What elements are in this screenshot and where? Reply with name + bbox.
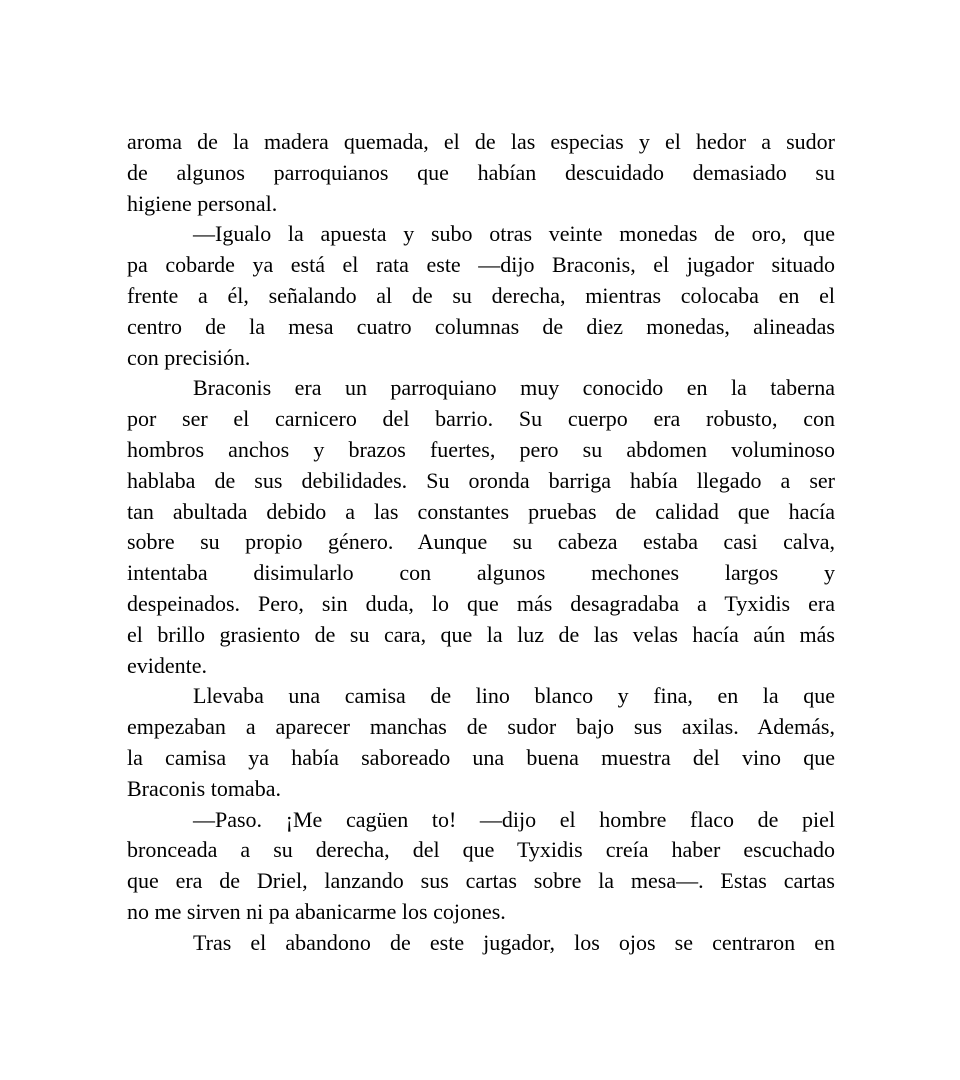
paragraph bbox=[127, 928, 835, 959]
text-line: hablaba de sus debilidades. Su oronda barriga había llegado a ser bbox=[127, 467, 835, 493]
text-line: por ser el carnicero del barrio. Su cuerpo era robusto, con bbox=[127, 406, 835, 432]
text-line: con precisión. bbox=[127, 344, 251, 370]
text-line: el brillo grasiento de su cara, que la luz de las velas hacía aún más bbox=[127, 621, 835, 647]
text-line: higiene personal. bbox=[127, 190, 278, 216]
text-line: intentaba disimularlo con algunos mechones largos y bbox=[127, 560, 835, 586]
text-line: Braconis tomaba. bbox=[127, 775, 281, 801]
text-line: Llevaba una camisa de lino blanco y fina, en la que bbox=[193, 683, 835, 709]
paragraph bbox=[127, 681, 835, 804]
text-line: centro de la mesa cuatro columnas de diez monedas, alineadas bbox=[127, 313, 835, 339]
text-line: de algunos parroquianos que habían descuidado demasiado su bbox=[127, 159, 835, 185]
text-line: sobre su propio género. Aunque su cabeza estaba casi calva, bbox=[127, 529, 835, 555]
text-line: Tras el abandono de este jugador, los ojos se centraron en bbox=[193, 929, 835, 955]
page-text bbox=[127, 127, 835, 959]
text-line: empezaban a aparecer manchas de sudor bajo sus axilas. Además, bbox=[127, 714, 835, 740]
paragraph bbox=[127, 219, 835, 373]
paragraph bbox=[127, 373, 835, 681]
text-line: —Igualo la apuesta y subo otras veinte monedas de oro, que bbox=[193, 221, 835, 247]
text-line: hombros anchos y brazos fuertes, pero su abdomen voluminoso bbox=[127, 436, 835, 462]
text-line: evidente. bbox=[127, 652, 208, 678]
text-line: no me sirven ni pa abanicarme los cojones. bbox=[127, 898, 506, 924]
paragraph bbox=[127, 805, 835, 928]
text-line: —Paso. ¡Me cagüen to! —dijo el hombre flaco de piel bbox=[193, 806, 835, 832]
text-line: bronceada a su derecha, del que Tyxidis creía haber escuchado bbox=[127, 837, 835, 863]
text-line: pa cobarde ya está el rata este —dijo Braconis, el jugador situado bbox=[127, 252, 835, 278]
text-line: Braconis era un parroquiano muy conocido en la taberna bbox=[193, 375, 835, 401]
text-line: aroma de la madera quemada, el de las especias y el hedor a sudor bbox=[127, 129, 835, 154]
text-line: que era de Driel, lanzando sus cartas sobre la mesa—. Estas cartas bbox=[127, 868, 835, 894]
text-line: la camisa ya había saboreado una buena muestra del vino que bbox=[127, 744, 835, 770]
text-line: frente a él, señalando al de su derecha, mientras colocaba en el bbox=[127, 282, 835, 308]
text-line: tan abultada debido a las constantes pruebas de calidad que hacía bbox=[127, 498, 835, 524]
paragraph bbox=[127, 127, 835, 219]
text-line: despeinados. Pero, sin duda, lo que más desagradaba a Tyxidis era bbox=[127, 590, 835, 616]
